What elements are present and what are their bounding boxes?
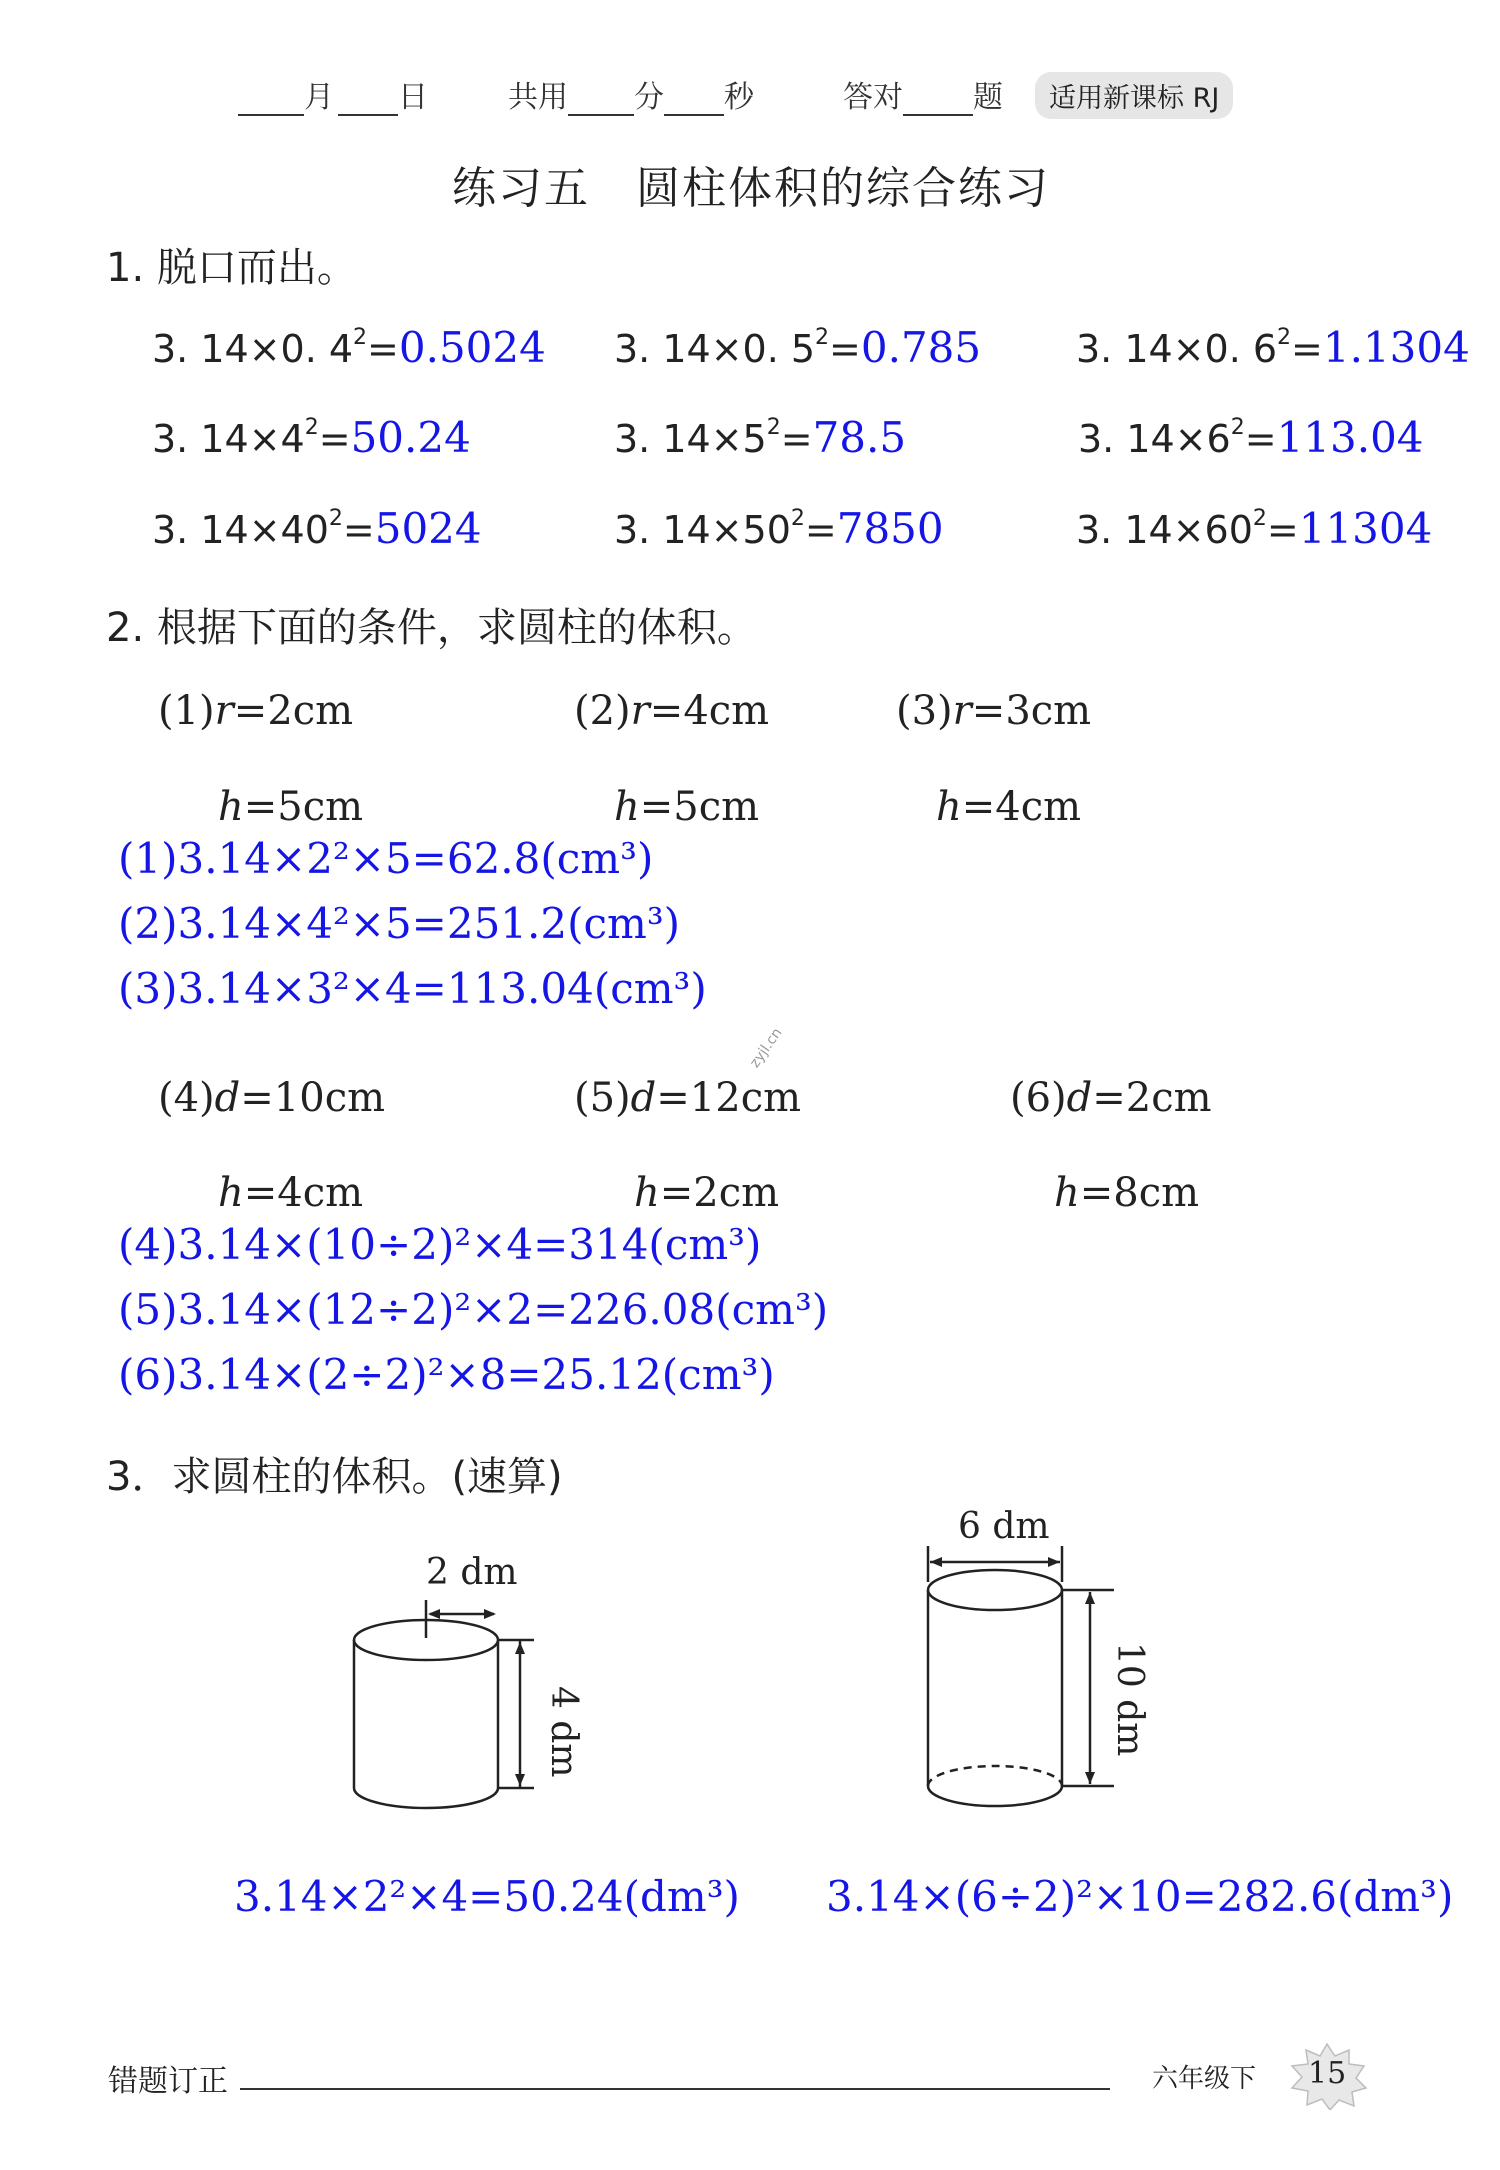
arrowhead <box>428 1609 440 1619</box>
q1-answer: 50.24 <box>350 413 471 462</box>
q2-work-line: (1)3.14×2²×5=62.8(cm³) <box>118 834 654 883</box>
header-time <box>508 72 754 116</box>
month-blank[interactable] <box>238 84 304 116</box>
questions-label: 题 <box>973 80 1003 115</box>
q1-heading: 1. 脱口而出。 <box>106 245 357 291</box>
q2-condition: (3)r=3cm <box>896 688 1092 734</box>
seconds-blank[interactable] <box>664 84 724 116</box>
q3-answer-2: 3.14×(6÷2)²×10=282.6(dm³) <box>826 1872 1454 1921</box>
arrowhead <box>484 1609 496 1619</box>
q1-item: 3. $14\times 4^2=50.24$ <box>152 413 471 462</box>
q2-condition: (4)d=10cm <box>158 1075 386 1121</box>
watermark: zyjl.cn <box>746 1025 786 1071</box>
q1-answer: 11304 <box>1298 504 1433 553</box>
q1-answer: 0.785 <box>860 323 982 372</box>
q1-item: 3. $14\times 5^2=78.5$ <box>614 413 907 462</box>
q2-height: h=4cm <box>218 1170 364 1216</box>
q1-answer: 78.5 <box>812 413 907 462</box>
correction-label: 错题订正 <box>108 2064 228 2099</box>
correct-blank[interactable] <box>903 84 973 116</box>
q1-answer: 113.04 <box>1276 413 1424 462</box>
q2-work-line: (2)3.14×4²×5=251.2(cm³) <box>118 899 681 948</box>
q2-work-line: (3)3.14×3²×4=113.04(cm³) <box>118 964 707 1013</box>
q1-answer: 0.5024 <box>398 323 546 372</box>
cylinder-top-ellipse <box>928 1570 1062 1610</box>
height-label: 4 dm <box>543 1686 584 1778</box>
q2-height: h=5cm <box>218 784 364 830</box>
header-date <box>238 72 428 116</box>
q1-item: 3. $14\times 6^2=113.04$ <box>1078 413 1424 462</box>
q2-height: h=5cm <box>614 784 760 830</box>
arrowhead <box>515 1642 525 1654</box>
radius-label: 2 dm <box>426 1552 518 1593</box>
minutes-label: 分 <box>634 80 664 115</box>
q2-condition: (5)d=12cm <box>574 1075 802 1121</box>
q2-condition: (1)r=2cm <box>158 688 354 734</box>
q2-heading: 2. 根据下面的条件，求圆柱的体积。 <box>106 605 757 651</box>
day-blank[interactable] <box>338 84 398 116</box>
q2-work-line: (6)3.14×(2÷2)²×8=25.12(cm³) <box>118 1350 775 1399</box>
q2-height: h=8cm <box>1054 1170 1200 1216</box>
cylinder-bottom-hidden-arc <box>928 1766 1062 1786</box>
page-number: 15 <box>1308 2056 1347 2091</box>
q2-work-line: (5)3.14×(12÷2)²×2=226.08(cm³) <box>118 1285 829 1334</box>
arrowhead <box>1048 1557 1060 1567</box>
q2-height: h=2cm <box>634 1170 780 1216</box>
q3-answer-1: 3.14×2²×4=50.24(dm³) <box>234 1872 740 1921</box>
cylinder-bottom-arc <box>928 1786 1062 1806</box>
q3-heading: 3．求圆柱的体积。(速算) <box>106 1454 563 1500</box>
q2-condition: (2)r=4cm <box>574 688 770 734</box>
day-label: 日 <box>398 80 428 115</box>
q1-answer: 7850 <box>836 504 944 553</box>
curriculum-badge: 适用新课标 RJ <box>1035 72 1233 119</box>
cylinder-figure-2 <box>900 1490 1180 1820</box>
grade-label: 六年级下 <box>1152 2064 1257 2094</box>
q1-item: 3. $14\times 60^2=11304$ <box>1076 504 1433 553</box>
minutes-blank[interactable] <box>568 84 634 116</box>
cylinder-figure-1 <box>330 1540 590 1820</box>
q1-answer: 1.1304 <box>1322 323 1470 372</box>
q2-height: h=4cm <box>936 784 1082 830</box>
correction-line[interactable] <box>240 2088 1110 2090</box>
q2-work-line: (4)3.14×(10÷2)²×4=314(cm³) <box>118 1220 762 1269</box>
cylinder-bottom-arc <box>354 1788 498 1808</box>
arrowhead <box>1085 1772 1095 1784</box>
seconds-label: 秒 <box>724 80 754 115</box>
q2-condition: (6)d=2cm <box>1010 1075 1212 1121</box>
page-title: 练习五 圆柱体积的综合练习 <box>452 163 1050 214</box>
time-used-label: 共用 <box>508 80 568 115</box>
header-score <box>843 72 1003 116</box>
q1-item: 3. $14\times 40^2=5024$ <box>152 504 482 553</box>
arrowhead <box>1085 1592 1095 1604</box>
q1-item: 3. 14×0. $6^2=1.1304$ <box>1076 323 1470 372</box>
arrowhead <box>930 1557 942 1567</box>
height-label: 10 dm <box>1109 1642 1150 1757</box>
q1-item: 3. 14×0. $5^2=0.785$ <box>614 323 982 372</box>
diameter-label: 6 dm <box>958 1506 1050 1547</box>
correct-label: 答对 <box>843 80 903 115</box>
q1-answer: 5024 <box>374 504 482 553</box>
q1-item: 3. 14×0. $4^2=0.5024$ <box>152 323 546 372</box>
q1-item: 3. $14\times 50^2=7850$ <box>614 504 944 553</box>
month-label: 月 <box>304 80 334 115</box>
arrowhead <box>515 1774 525 1786</box>
